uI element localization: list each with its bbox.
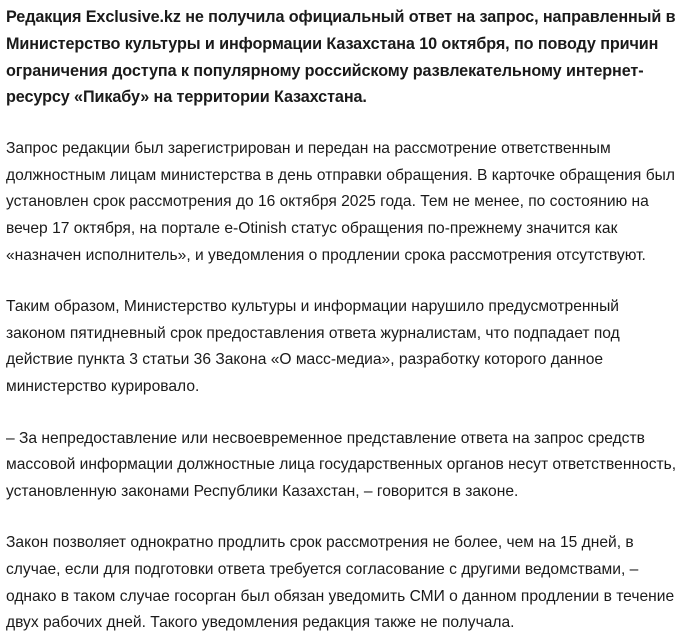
paragraph-request-registration: Запрос редакции был зарегистрирован и передан на рассмотрение ответственным должностным лицам министерства в день отправки обращения. В карточке обращения был установлен срок рассмотрения до 16 октября 2025 года. Тем не менее, по состоянию на вечер 17 октября, на портале e-Otinish статус обращения по-прежнему значится как «назначен исполнитель», и уведомления о продлении срока рассмотрения отсутствуют.	[6, 140, 675, 264]
paragraph-deadline-violation: Таким образом, Министерство культуры и информации нарушило предусмотренный законом пятидневный срок предоставления ответа журналистам, что подпадает под действие пункта 3 статьи 36 Закона «О масс-медиа», разработку которого данное министерство курировало.	[6, 298, 620, 395]
spacer	[6, 111, 682, 136]
spacer	[6, 269, 682, 294]
spacer	[6, 401, 682, 426]
paragraph-law-quote: – За непредоставление или несвоевременное представление ответа на запрос средств массовой информации должностные лица государственных органов несут ответственность, установленную законами Республики Казахстан, – говорится в законе.	[6, 429, 677, 500]
article-lead: Редакция Exclusive.kz не получила официальный ответ на запрос, направленный в Министерство культуры и информации Казахстана 10 октября, по поводу причин ограничения доступа к популярному российскому развлекательному интернет-ресурсу «Пикабу» на территории Казахстана.	[6, 8, 676, 107]
paragraph-extension-rule: Закон позволяет однократно продлить срок рассмотрения не более, чем на 15 дней, в случае, если для подготовки ответа требуется согласование с другими ведомствами, – однако в таком случае госорган был обязан уведомить СМИ о данном продлении в течение двух рабочих дней. Такого уведомления редакция также не получала.	[6, 534, 675, 632]
spacer	[6, 505, 682, 530]
